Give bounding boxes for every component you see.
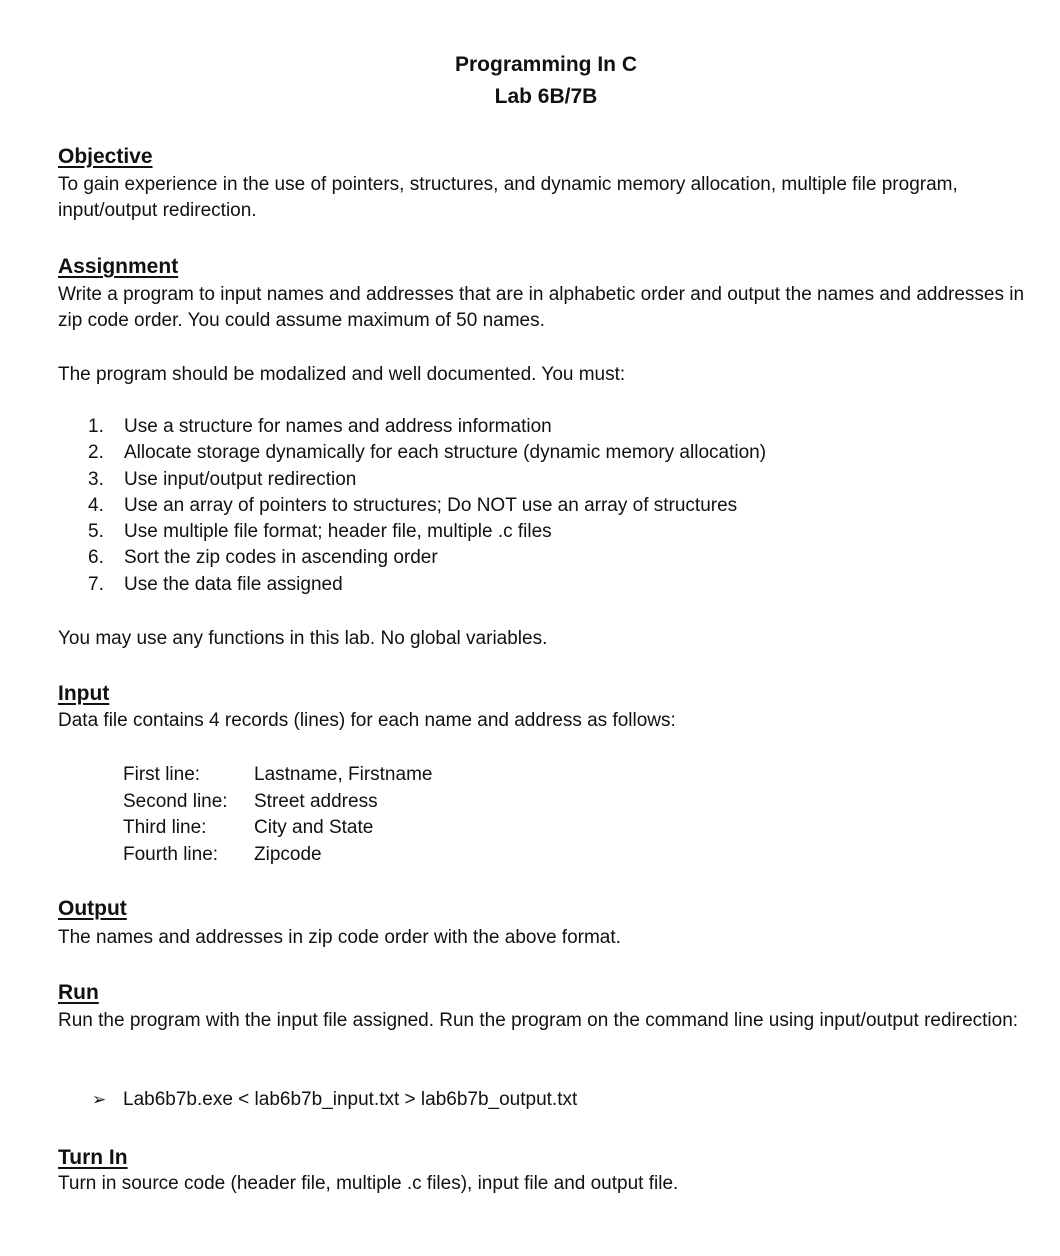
assignment-text: Write a program to input names and addresses that are in alphabetic order and output the names and addresses in zip code order. You could assume maximum of 50 names. — [58, 284, 1025, 331]
list-item-text: Use a structure for names and address information — [124, 416, 552, 437]
list-item-text: Use an array of pointers to structures; Do NOT use an array of structures — [124, 494, 738, 516]
list-item-number: 1. — [88, 416, 104, 437]
input-heading: Input — [58, 682, 110, 705]
run-text: Run the program with the input file assigned. Run the program on the command line using input/output redirection: — [58, 1010, 1019, 1031]
input-text: Data file contains 4 records (lines) for each name and address as follows: — [58, 710, 676, 731]
list-item-number: 6. — [88, 547, 104, 569]
output-text: The names and addresses in zip code order with the above format. — [58, 927, 621, 948]
record-label: Fourth line: — [123, 843, 219, 865]
list-item-number: 4. — [88, 494, 104, 516]
list-item-text: Use input/output redirection — [124, 468, 357, 490]
objective-text: To gain experience in the use of pointers, structures, and dynamic memory allocation, multiple file program, input/output redirection. — [58, 174, 958, 221]
record-label: Second line: — [123, 790, 228, 812]
assignment-heading: Assignment — [58, 255, 179, 278]
list-item-number: 2. — [88, 442, 104, 464]
record-value: City and State — [254, 817, 374, 838]
objective-heading: Objective — [58, 145, 153, 168]
title-line-2: Lab 6B/7B — [494, 85, 598, 108]
assignment-note: You may use any functions in this lab. No global variables. — [58, 628, 548, 649]
list-item-number: 3. — [88, 468, 104, 490]
record-label: First line: — [123, 764, 201, 785]
list-item-text: Allocate storage dynamically for each structure (dynamic memory allocation) — [124, 442, 767, 464]
record-value: Zipcode — [254, 843, 322, 865]
record-value: Lastname, Firstname — [254, 764, 433, 785]
arrow-bullet-icon: ➢ — [92, 1090, 107, 1109]
turn-in-heading: Turn In — [58, 1146, 128, 1169]
list-item-number: 5. — [88, 521, 104, 543]
assignment-must-intro: The program should be modalized and well documented. You must: — [58, 364, 626, 385]
record-value: Street address — [254, 790, 378, 812]
list-item-number: 7. — [88, 573, 104, 595]
turn-in-text: Turn in source code (header file, multiple .c files), input file and output file. — [58, 1173, 679, 1194]
command-line — [92, 1087, 577, 1113]
list-item-text: Sort the zip codes in ascending order — [124, 547, 438, 569]
run-heading: Run — [58, 981, 99, 1004]
title-line-1: Programming In C — [454, 53, 638, 76]
list-item-text: Use multiple file format; header file, multiple .c files — [124, 521, 552, 543]
command-text: Lab6b7b.exe < lab6b7b_input.txt > lab6b7b_output.txt — [123, 1089, 578, 1110]
list-item-text: Use the data file assigned — [124, 573, 343, 595]
record-label: Third line: — [123, 817, 207, 838]
output-heading: Output — [58, 897, 127, 920]
